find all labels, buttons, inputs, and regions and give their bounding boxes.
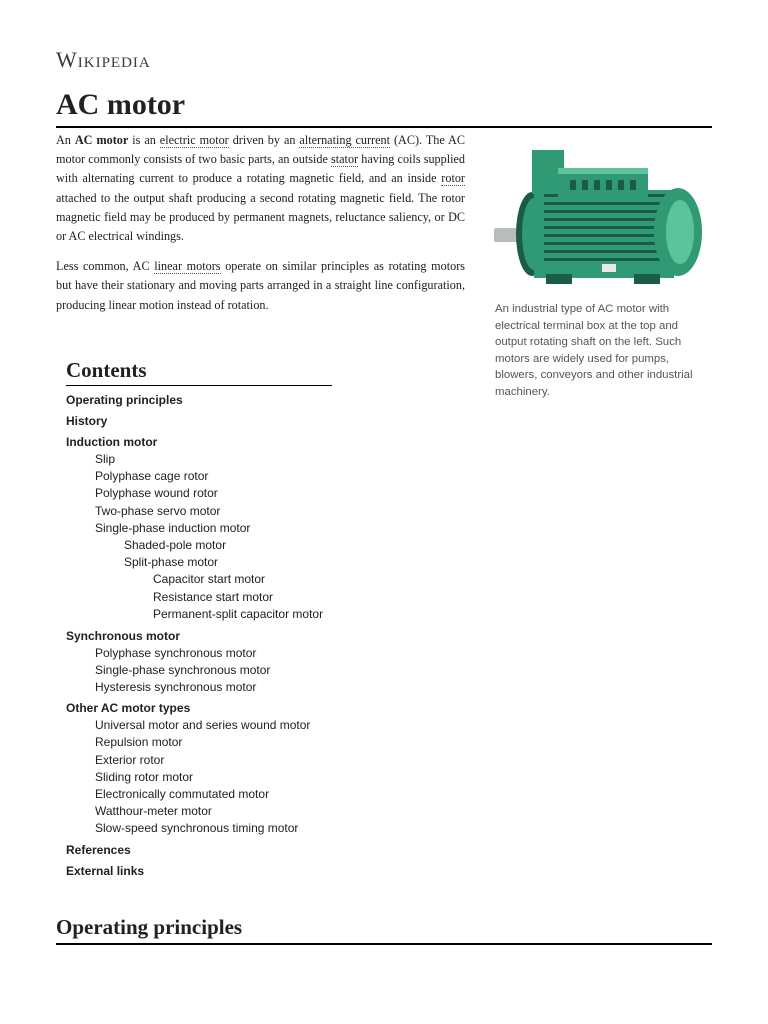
toc-item[interactable]: Induction motor: [66, 435, 158, 449]
paragraph-text: operate on similar principles as rotating motors but have their stationary and moving parts arranged in a straight line configuration, producing linear motion instead of rotation.: [56, 259, 465, 312]
toc-item[interactable]: Resistance start motor: [153, 589, 274, 604]
toc-item[interactable]: Repulsion motor: [95, 735, 183, 750]
toc-item[interactable]: Single-phase induction motor: [95, 520, 251, 535]
paragraph-text: Less common, AC: [56, 259, 155, 274]
toc-item[interactable]: Polyphase cage rotor: [95, 469, 209, 484]
toc-item[interactable]: Sliding rotor motor: [95, 769, 194, 784]
lead-section: [56, 131, 465, 326]
toc-item[interactable]: History: [66, 414, 108, 428]
toc-item[interactable]: Watthour-meter motor: [95, 804, 212, 819]
toc-item[interactable]: Permanent-split capacitor motor: [153, 607, 324, 622]
motor-illustration: [494, 146, 706, 286]
toc-item[interactable]: Operating principles: [66, 393, 183, 407]
lead-paragraph-2: [56, 257, 465, 315]
toc-title: Contents: [66, 358, 147, 382]
article-link[interactable]: linear motors: [154, 259, 221, 274]
lead-paragraph-1: [56, 131, 465, 246]
article-link[interactable]: rotor: [441, 171, 465, 186]
toc-item[interactable]: Polyphase wound rotor: [95, 486, 218, 501]
toc-item[interactable]: Single-phase synchronous motor: [95, 662, 271, 677]
toc-item[interactable]: Split-phase motor: [124, 555, 219, 570]
toc-item[interactable]: Polyphase synchronous motor: [95, 645, 257, 660]
bold-term: AC motor: [74, 133, 129, 147]
toc-divider: [66, 385, 332, 386]
toc-item[interactable]: Slip: [95, 452, 116, 466]
wikipedia-wordmark[interactable]: Wikipedia: [56, 47, 151, 72]
toc-item[interactable]: Hysteresis synchronous motor: [95, 680, 257, 695]
toc-item[interactable]: Shaded-pole motor: [124, 538, 227, 553]
paragraph-text: (AC). The AC motor commonly consists of two basic parts, an outside: [56, 133, 465, 167]
article-link[interactable]: alternating current: [299, 133, 391, 147]
paragraph-text: having coils supplied with alternating current to produce a rotating magnetic field, and an inside: [56, 152, 465, 186]
paragraph-text: attached to the output shaft producing a second rotating magnetic field. The rotor magnetic field may be produced by permanent magnets, reluctance saliency, or DC or AC electrical windings.: [56, 190, 465, 244]
figure-caption: An industrial type of AC motor with electrical terminal box at the top and output rotating shaft on the left. Such motors are widely used for pumps, blowers, conveyors and other industrial machinery.: [495, 303, 693, 398]
toc-item[interactable]: Capacitor start motor: [153, 572, 266, 587]
toc-item[interactable]: Synchronous motor: [66, 628, 181, 643]
cooling-fins: [544, 194, 666, 261]
toc-item[interactable]: Other AC motor types: [66, 701, 191, 716]
title-divider: [56, 126, 712, 128]
ac-motor-image[interactable]: [494, 146, 706, 286]
toc-item[interactable]: Slow-speed synchronous timing motor: [95, 821, 299, 836]
toc-item[interactable]: Universal motor and series wound motor: [95, 718, 311, 733]
toc-item[interactable]: Two-phase servo motor: [95, 503, 221, 518]
toc-item[interactable]: Electronically commutated motor: [95, 787, 270, 802]
article-link[interactable]: electric motor: [159, 133, 229, 147]
paragraph-text: driven by an: [228, 133, 300, 147]
section-divider: [56, 943, 712, 945]
toc-item[interactable]: Exterior rotor: [95, 752, 165, 767]
paragraph-text: An: [56, 133, 75, 147]
table-of-contents: [66, 392, 323, 884]
toc-item[interactable]: References: [66, 842, 131, 857]
page-title: AC motor: [56, 88, 186, 121]
article-link[interactable]: stator: [331, 152, 359, 167]
paragraph-text: is an: [128, 133, 160, 147]
toc-item[interactable]: External links: [66, 863, 145, 878]
section-heading: Operating principles: [56, 915, 243, 939]
